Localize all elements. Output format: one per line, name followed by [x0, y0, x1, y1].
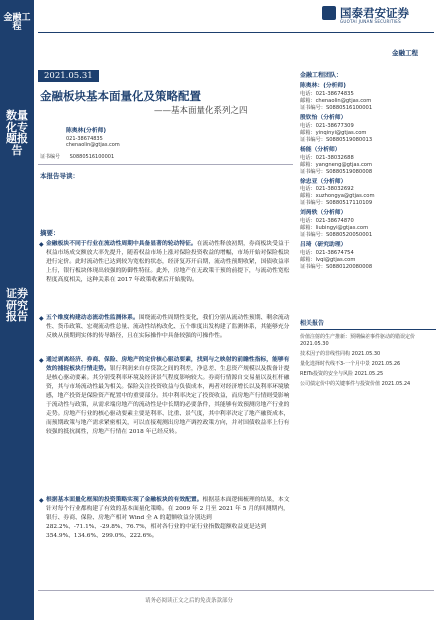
bullet-icon: ◆	[39, 315, 44, 322]
author-block	[66, 128, 120, 149]
bullet-icon: ◆	[39, 357, 44, 364]
analyst-phone: 电话：021-38674835	[300, 90, 354, 97]
sidebar-top-label: 金融工程	[3, 13, 31, 33]
section-label: 金融工程	[392, 49, 418, 57]
related-item[interactable]	[300, 334, 436, 348]
related-item-date: 2021.05.24	[381, 381, 411, 387]
analyst-card	[300, 115, 436, 144]
bullet-3	[39, 356, 292, 437]
related-item[interactable]	[300, 371, 436, 378]
bullet-1-bold: 金融板块不同于行业在流动性周期中具备显著的轮动特征。	[46, 241, 197, 247]
author-name: 陈奥林(分析师)	[66, 128, 107, 134]
footer-divider	[38, 590, 434, 591]
related-title: 相关报告	[300, 318, 436, 330]
analyst-email: 邮箱：xuzhongya@gtjas.com	[300, 193, 375, 200]
analyst-cert: 证书编号：S0880519080013	[300, 136, 373, 143]
analyst-name: 陈奥林：(分析师)	[300, 83, 346, 89]
related-item-date: 2021.05.26	[371, 361, 401, 367]
author-email: chenaolin@gtjas.com	[66, 142, 120, 149]
analyst-name: 殷钦怡（分析师）	[300, 114, 347, 121]
analyst-email: 邮箱：lvqi@gtjas.com	[300, 257, 356, 264]
related-item-date: 2021.05.30	[300, 341, 329, 347]
report-date: 2021.05.31	[38, 70, 99, 82]
header-divider	[38, 32, 434, 33]
analyst-email: 邮箱：yangneng@gtjas.com	[300, 161, 373, 168]
analyst-cert: 证书编号：S0880519080008	[300, 168, 373, 175]
analyst-card	[300, 179, 436, 208]
summary-title: 本报告导读：	[40, 172, 79, 180]
analyst-cert: 证书编号：S0880120080008	[300, 264, 373, 271]
bullet-2	[39, 314, 292, 341]
bullet-4	[39, 496, 292, 541]
analyst-name: 吕琦（研究助理）	[300, 242, 347, 249]
related-item-title[interactable]: REITs投资的安全与风险	[300, 371, 353, 377]
related-item-title[interactable]: 公司债定价中的关键事件与投资价值	[300, 381, 381, 387]
analyst-card	[300, 242, 436, 271]
bullet-4-text: 根据基本面逻辑梳理的结果，本文针对每个行业都构建了有效的基本面量化策略。在 2009 年 2 月至 2021 年 5 月的回测期内，银行、券商、保险、房地产相对 Wind 全 A 的超额收益分别达到 282.2%、-71.1%、-29.8%、76.7%，相对各行业的中证行业指数超额收益更是达到 354.9%、134.6%、299.0%、222.6%。	[46, 497, 290, 539]
related-item-title[interactable]: 量化选择时代线不3-一个月中景	[300, 361, 370, 367]
analyst-phone: 电话：021-38032692	[300, 186, 354, 193]
related-item-title[interactable]: 价值注射的生产推新：预期偏差事件驱动的错误定价	[300, 334, 416, 340]
author-cert-label: 证书编号	[40, 154, 61, 160]
analyst-phone: 电话：021-38674870	[300, 218, 354, 225]
related-item[interactable]	[300, 381, 436, 388]
analyst-cert: 证书编号：S0880520050001	[300, 232, 373, 239]
related-item-title[interactable]: 技术因子的非线性同构 2021.05.30	[300, 351, 381, 357]
analysts-title: 金融工程团队：	[300, 72, 343, 79]
analyst-phone: 电话：021-38032688	[300, 154, 354, 161]
analyst-phone: 电话：021-38674754	[300, 250, 354, 257]
related-reports	[300, 318, 436, 388]
bullet-2-bold: 五个维度构建动态流动性监测体系。	[46, 315, 139, 321]
sidebar	[0, 0, 34, 620]
analyst-card	[300, 147, 436, 176]
sidebar-bottom-label: 证券研究报告	[6, 287, 28, 324]
related-item[interactable]	[300, 361, 436, 368]
analyst-phone: 电话：021-38677309	[300, 122, 354, 129]
author-cert	[40, 154, 114, 161]
related-item-date: 2021.05.25	[354, 371, 384, 377]
brand-name: 国泰君安证券	[340, 6, 409, 20]
analyst-cert: 证书编号：S0880517110109	[300, 200, 373, 207]
analyst-email: 邮箱：liubingyi@gtjas.com	[300, 225, 369, 232]
related-item[interactable]	[300, 351, 436, 358]
abstract-title: 摘要：	[40, 229, 60, 237]
bullet-2-text: 围绕流动性周期性变化，我们分别从流动性预期、剩余流动性、货币政策、宏观流动性总量、流动性结构改化、五个维度出发构建了监测体系，其能够充分反映从预期到实体的传导路径，且在实际操作中具备较强的可操作性。	[46, 315, 290, 339]
analyst-email: 邮箱：chenaolin@gtjas.com	[300, 97, 372, 104]
bullet-icon: ◆	[39, 497, 44, 504]
report-title: 金融板块基本面量化及策略配置	[40, 89, 201, 103]
brand-subtitle: GUOTAI JUNAN SECURITIES	[340, 19, 401, 24]
report-subtitle: ——基本面量化系列之四	[154, 106, 248, 116]
analyst-name: 刘昺轶（分析师）	[300, 210, 347, 217]
author-phone: 021-38674835	[66, 135, 103, 142]
analyst-email: 邮箱：yinqinyi@gtjas.com	[300, 129, 367, 136]
analyst-cert: 证书编号：S0880516100001	[300, 104, 373, 111]
bullet-1	[39, 240, 292, 285]
analyst-name: 徐忠亚（分析师）	[300, 178, 347, 185]
bullet-1-text: 在流动性释放初期，券商板块受益于权益市场成交额放大率先提升，随着权益市场上涨对保险投资收益的增幅，市场开始对保险板块进行定价。此时流动性已达到较为宽松的状态，经济复苏开启期，流动性预期收紧，国债收益率上行，银行板块体现出较强的防御性特征。此外，房地产在无政策干预的前提下，与流动性宽松程度高度相关，这种关系在 2017 年政策收紧后开始脱钩。	[46, 241, 290, 283]
disclaimer-footer: 请务必阅读正文之后的免责条款部分	[145, 598, 234, 604]
bullet-3-bold: 通过剥离经济、券商、保险、房地产的定价核心驱动要素，找到与之映射的前瞻性指标，能够有效的捕捉板块行情走势。	[46, 357, 290, 372]
sidebar-mid-label: 数量化专题报告	[6, 109, 28, 157]
analyst-name: 杨能（分析师）	[300, 146, 341, 153]
brand-logo-icon	[322, 6, 336, 20]
bullet-icon: ◆	[39, 241, 44, 248]
bullet-4-bold: 根据基本面量化框架的投资策略实现了金融板块的有效配置。	[46, 497, 203, 503]
analyst-card	[300, 210, 436, 239]
bullet-3-text: 银行利润来自存贷款之间的利差，净息差、生息资产规模以及拨备计提是核心驱动要素。其分别受利率环境及经济景气程度影响较大。券商行情源自交易量以及杠杆融资，其与市场流动性最为相关。保险关注投资收益与负债成本，两者对经济增长以及利率环境敏感，地产投资是保险资产配置中的重要部分。其中利率决定了投资收益，而房地产行情则受影响于流动性与政策，从需求端房地产的流动性是中长期的必要条件，其能够有效预测房地产行业的走势。房地产行业的核心驱动要素主要是利率、比重、景气度，其中利率决定了地产融资成本，而预期政策与地产需求紧密相关，可以直接观测出房地产调控政策方向，并对国债收益率上行有较强的抵抗属性，房地产行情在 2018 年已经反转。	[46, 365, 290, 435]
analyst-panel	[300, 70, 436, 271]
author-divider	[38, 164, 293, 165]
author-cert-number: S0880516100001	[69, 154, 115, 160]
analyst-card	[300, 83, 436, 112]
